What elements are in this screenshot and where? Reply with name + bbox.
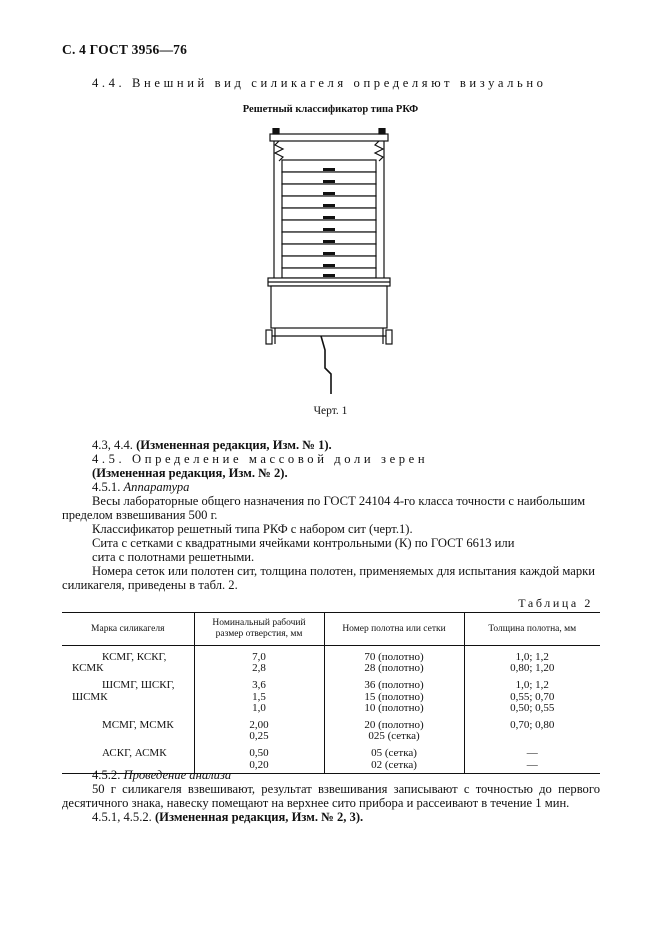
figure-caption: Черт. 1: [313, 405, 348, 417]
header-size: Номинальный рабочий размер отверстия, мм: [194, 613, 324, 646]
cell-line: 15 (полотно): [364, 690, 424, 703]
header-thickness: Толщина полотна, мм: [464, 613, 600, 646]
cell-number: [324, 713, 464, 741]
sieves-line-2: сита с полотнами решетными.: [92, 550, 255, 564]
cell-line: 1,5: [252, 690, 266, 703]
cell-mark: [62, 713, 194, 741]
cell-line: КСМГ, КСКГ,: [102, 651, 167, 663]
cell-size: [194, 646, 324, 674]
cell-line: 20 (полотно): [364, 718, 424, 731]
cell-line: 0,50; 0,55: [510, 701, 555, 714]
sieves-line-1: Сита с сетками с квадратными ячейками контрольными (К) по ГОСТ 6613 или: [92, 536, 515, 550]
analysis-line-2: десятичного знака, навеску помещают на верхнее сито прибора и рассеивают в течение 1 мин.: [62, 796, 570, 810]
paragraph-4-4: 4.4. Внешний вид силикагеля определяют визуально: [92, 76, 547, 90]
cell-line: КСМК: [72, 662, 104, 675]
table-header-row: [62, 613, 600, 646]
cell-line: —: [526, 758, 538, 771]
cell-line: 0,70; 0,80: [510, 718, 555, 731]
figure-title: Решетный классификатор типа РКФ: [242, 104, 419, 115]
crank-handle: [321, 336, 331, 394]
cell-line: 3,6: [252, 679, 266, 692]
cell-thickness: [464, 673, 600, 713]
page-header: С. 4 ГОСТ 3956—76: [62, 42, 188, 57]
paragraph-4-5-1: [92, 480, 189, 495]
cell-line: [66, 730, 190, 741]
cell-line: ШСМГ, ШСКГ,: [102, 679, 175, 692]
cell-line: [66, 702, 190, 713]
lug-left: [266, 330, 272, 344]
cell-line: 0,55; 0,70: [510, 690, 555, 703]
cell-line: 1,0; 1,2: [515, 651, 549, 663]
revision-note-1-text: (Измененная редакция, Изм. № 1).: [136, 438, 332, 452]
cell-thickness: [464, 713, 600, 741]
paragraph-4-5-1-number: 4.5.1.: [92, 480, 124, 494]
cell-line: 7,0: [252, 651, 266, 663]
paragraph-4-5-2: [92, 768, 231, 783]
cell-size: [194, 713, 324, 741]
top-crossbar: [270, 134, 388, 141]
paragraph-4-5-2-title: Проведение анализа: [123, 768, 232, 782]
spring-left: [275, 141, 283, 161]
revision-note-3-text: (Измененная редакция, Изм. № 2, 3).: [154, 810, 364, 824]
sieve-table: [62, 612, 600, 774]
cell-mark: [62, 646, 194, 674]
cell-line: МСМГ, МСМК: [102, 718, 174, 731]
cell-line: [469, 730, 597, 741]
paragraph-4-5-2-number: 4.5.2.: [92, 768, 124, 782]
revision-note-3-number: 4.5.1, 4.5.2.: [92, 810, 155, 824]
cell-size: [194, 673, 324, 713]
cell-number: [324, 673, 464, 713]
numbers-line-1: Номера сеток или полотен сит, толщина полотен, применяемых для испытания каждой марки: [92, 564, 596, 578]
paragraph-4-5-1-title: Аппаратура: [123, 480, 190, 494]
cell-line: 025 (сетка): [368, 730, 420, 743]
cell-line: ШСМК: [72, 690, 108, 703]
lug-right: [386, 330, 392, 344]
table-row: [62, 673, 600, 713]
header-mark: Марка силикагеля: [62, 613, 194, 646]
sieve-classifier-drawing: [255, 128, 405, 394]
table-row: [62, 646, 600, 674]
revision-note-2: (Измененная редакция, Изм. № 2).: [92, 466, 288, 480]
scales-line-2: пределом взвешивания 500 г.: [62, 508, 218, 522]
spring-right: [375, 141, 383, 161]
header-number: Номер полотна или сетки: [324, 613, 464, 646]
cell-line: 0,25: [249, 730, 269, 743]
cell-line: 0,50: [249, 747, 269, 760]
classifier-line: Классификатор решетный типа РКФ с набором сит (черт.1).: [92, 522, 413, 536]
cell-line: 2,00: [249, 718, 269, 731]
cell-line: —: [526, 747, 538, 760]
cell-mark: [62, 673, 194, 713]
revision-note-3: [92, 810, 363, 825]
cell-line: 70 (полотно): [364, 651, 424, 663]
paragraph-4-5: 4.5. Определение массовой доли зерен: [92, 452, 429, 466]
cell-line: 1,0; 1,2: [515, 679, 549, 692]
analysis-line-1: 50 г силикагеля взвешивают, результат взвешивания записывают с точностью до первого: [92, 782, 600, 796]
top-knob-left: [273, 128, 279, 134]
cell-line: 2,8: [252, 662, 266, 675]
top-knob-right: [379, 128, 385, 134]
cell-line: 28 (полотно): [364, 662, 424, 675]
revision-note-1-number: 4.3, 4.4.: [92, 438, 137, 452]
cell-thickness: [464, 741, 600, 773]
cell-thickness: [464, 646, 600, 674]
cell-line: 0,20: [249, 758, 269, 771]
cell-line: 10 (полотно): [364, 701, 424, 714]
table-row: [62, 713, 600, 741]
numbers-line-2: силикагеля, приведены в табл. 2.: [62, 578, 238, 592]
cell-line: 0,80; 1,20: [510, 662, 555, 675]
revision-note-1: [92, 438, 332, 453]
base-housing: [271, 286, 387, 328]
cell-line: 1,0: [252, 701, 266, 714]
cell-line: АСКГ, АСМК: [102, 747, 167, 760]
table-title: Таблица 2: [518, 596, 593, 610]
cell-line: 36 (полотно): [364, 679, 424, 692]
scales-line-1: Весы лабораторные общего назначения по ГОСТ 24104 4-го класса точности с наибольшим: [92, 494, 586, 508]
cell-line: 05 (сетка): [371, 747, 417, 760]
cell-line: 02 (сетка): [371, 758, 417, 771]
cell-number: [324, 646, 464, 674]
cell-number: [324, 741, 464, 773]
